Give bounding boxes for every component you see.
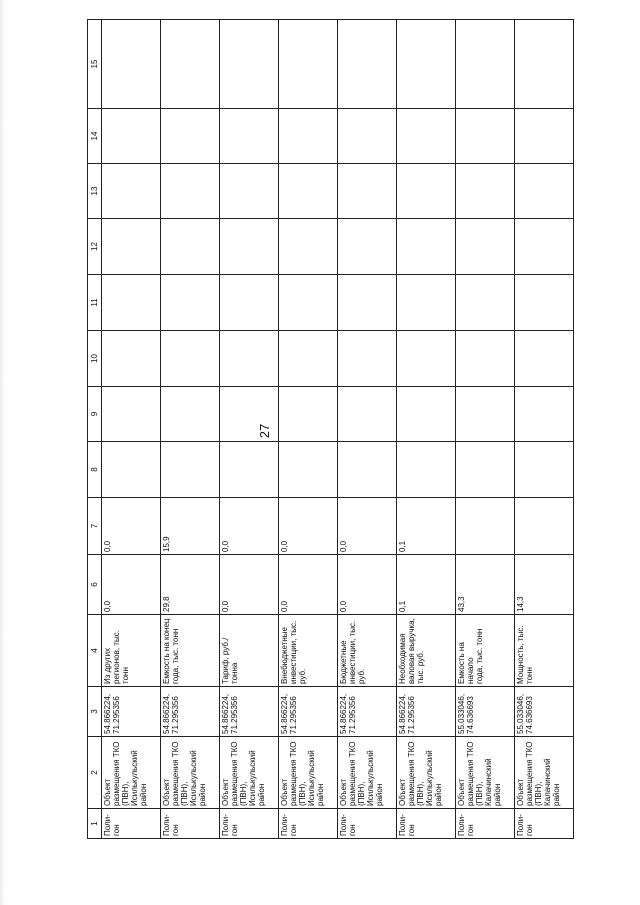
table-row — [220, 20, 279, 839]
column-header-5: 6 — [88, 555, 102, 615]
header-row — [88, 20, 102, 839]
table-row — [279, 20, 338, 839]
table-row — [456, 20, 515, 839]
table-cell — [102, 387, 161, 442]
table-cell — [102, 331, 161, 387]
table-cell: 0,0 — [102, 555, 161, 615]
data-table — [87, 19, 574, 839]
table-cell — [161, 387, 220, 442]
table-cell — [279, 442, 338, 498]
table-cell — [279, 331, 338, 387]
column-header-1: 1 — [88, 809, 102, 839]
column-header-6: 7 — [88, 498, 102, 555]
table-cell: Поли- гон — [102, 809, 161, 839]
table-cell: Бюджетные инвестиции, тыс. руб. — [338, 615, 397, 687]
table-cell — [279, 219, 338, 275]
column-header-14: 15 — [88, 20, 102, 109]
table-cell — [220, 275, 279, 331]
table-row — [515, 20, 574, 839]
table-cell: 29,8 — [161, 555, 220, 615]
table-cell: 0,0 — [338, 555, 397, 615]
column-header-3: 3 — [88, 687, 102, 737]
table-cell: Объект размещения ТКО (ПВН), Калачинский район — [515, 737, 574, 809]
table-cell: Объект размещения ТКО (ПВН), Исилькульский район — [161, 737, 220, 809]
table-cell — [515, 498, 574, 555]
table-cell — [161, 275, 220, 331]
table-cell — [456, 387, 515, 442]
table-cell — [220, 442, 279, 498]
table-cell — [102, 442, 161, 498]
table-cell — [456, 275, 515, 331]
column-header-12: 13 — [88, 164, 102, 219]
table-cell: Объект размещения ТКО (ПВН), Исилькульский район — [220, 737, 279, 809]
table-cell — [515, 387, 574, 442]
table-cell: Из других регионов, тыс. тонн — [102, 615, 161, 687]
table-cell: Объект размещения ТКО (ПВН), Исилькульский район — [338, 737, 397, 809]
table-cell — [515, 275, 574, 331]
table-cell — [161, 20, 220, 109]
table-cell — [338, 109, 397, 164]
table-cell — [161, 442, 220, 498]
table-cell: 0,0 — [279, 555, 338, 615]
table-cell: 0,0 — [220, 498, 279, 555]
table-cell: 54.866224, 71.295356 — [397, 687, 456, 737]
table-cell — [456, 109, 515, 164]
table-cell — [515, 20, 574, 109]
table-cell — [161, 164, 220, 219]
table-cell: Емкость на конец года, тыс. тонн — [161, 615, 220, 687]
table-cell — [456, 331, 515, 387]
column-header-13: 14 — [88, 109, 102, 164]
table-cell — [279, 275, 338, 331]
table-cell: Емкость на начало года, тыс. тонн — [456, 615, 515, 687]
table-cell — [397, 109, 456, 164]
table-cell: 43,3 — [456, 555, 515, 615]
table-row — [338, 20, 397, 839]
table-cell — [338, 219, 397, 275]
column-header-9: 10 — [88, 331, 102, 387]
table-cell — [515, 331, 574, 387]
table-cell — [161, 331, 220, 387]
table-cell — [338, 164, 397, 219]
table-cell: Объект размещения ТКО (ПВН), Исилькульский район — [279, 737, 338, 809]
table-cell: Поли- гон — [397, 809, 456, 839]
table-cell — [279, 164, 338, 219]
table-cell — [220, 387, 279, 442]
table-cell — [102, 109, 161, 164]
table-cell — [220, 331, 279, 387]
table-cell — [456, 20, 515, 109]
table-cell — [515, 109, 574, 164]
table-cell: 54.866224, 71.295356 — [102, 687, 161, 737]
table-cell — [397, 20, 456, 109]
table-cell — [338, 387, 397, 442]
table-cell: 0,0 — [220, 555, 279, 615]
table-cell: Объект размещения ТКО (ПВН), Исилькульский район — [397, 737, 456, 809]
table-cell: 0,1 — [397, 498, 456, 555]
table-cell: 55.033046, 74.636693 — [456, 687, 515, 737]
column-header-10: 11 — [88, 275, 102, 331]
table-cell: 54.866224, 71.295356 — [279, 687, 338, 737]
table-cell — [397, 442, 456, 498]
table-cell — [220, 109, 279, 164]
table-cell — [515, 164, 574, 219]
table-cell: 14,3 — [515, 555, 574, 615]
table-cell — [397, 164, 456, 219]
table-cell — [397, 331, 456, 387]
table-rotor — [87, 20, 561, 839]
column-header-2: 2 — [88, 737, 102, 809]
column-header-4: 4 — [88, 615, 102, 687]
page-number: 27 — [257, 423, 272, 439]
table-cell — [220, 20, 279, 109]
table-cell — [161, 109, 220, 164]
table-cell: Поли- гон — [279, 809, 338, 839]
table-cell: Мощность, тыс. тонн — [515, 615, 574, 687]
table-cell: 54.866224, 71.295356 — [220, 687, 279, 737]
table-cell — [397, 275, 456, 331]
table-cell: 54.866224, 71.295356 — [338, 687, 397, 737]
table-cell — [279, 387, 338, 442]
table-cell: 0,1 — [397, 555, 456, 615]
table-cell — [338, 442, 397, 498]
table-row — [102, 20, 161, 839]
table-sheet — [87, 20, 561, 839]
table-cell — [456, 219, 515, 275]
table-cell: Поли- гон — [220, 809, 279, 839]
table-cell — [102, 275, 161, 331]
table-cell: Объект размещения ТКО (ПВН), Исилькульский район — [102, 737, 161, 809]
table-cell — [102, 164, 161, 219]
column-header-11: 12 — [88, 219, 102, 275]
table-cell: 15,9 — [161, 498, 220, 555]
table-cell — [220, 164, 279, 219]
table-cell — [338, 20, 397, 109]
table-cell: Поли- гон — [161, 809, 220, 839]
table-row — [397, 20, 456, 839]
table-cell — [279, 109, 338, 164]
scan-edge-shadow — [0, 0, 5, 905]
table-cell — [338, 275, 397, 331]
column-header-7: 8 — [88, 442, 102, 498]
table-cell: 0,0 — [102, 498, 161, 555]
table-cell: Внебюджетные инвестиции, тыс. руб. — [279, 615, 338, 687]
table-cell — [102, 219, 161, 275]
table-cell — [338, 331, 397, 387]
table-cell — [279, 20, 338, 109]
table-cell — [515, 442, 574, 498]
table-cell — [515, 219, 574, 275]
table-cell: Объект размещения ТКО (ПВН), Калачинский район — [456, 737, 515, 809]
table-cell — [102, 20, 161, 109]
table-cell: Поли- гон — [338, 809, 397, 839]
column-header-8: 9 — [88, 387, 102, 442]
table-cell: 0,0 — [338, 498, 397, 555]
table-cell — [397, 387, 456, 442]
table-cell — [456, 498, 515, 555]
table-cell: 55.033046, 74.636693 — [515, 687, 574, 737]
table-cell — [161, 219, 220, 275]
table-cell: Необходимая валовая выручка, тыс. руб. — [397, 615, 456, 687]
table-cell — [456, 442, 515, 498]
table-cell — [220, 219, 279, 275]
table-cell — [456, 164, 515, 219]
table-cell: 54.866224, 71.295356 — [161, 687, 220, 737]
table-row — [161, 20, 220, 839]
table-cell — [397, 219, 456, 275]
table-cell: Поли- гон — [515, 809, 574, 839]
table-cell: 0,0 — [279, 498, 338, 555]
table-body — [102, 20, 574, 839]
table-cell: Тариф, руб./тонна — [220, 615, 279, 687]
table-cell: Поли- гон — [456, 809, 515, 839]
